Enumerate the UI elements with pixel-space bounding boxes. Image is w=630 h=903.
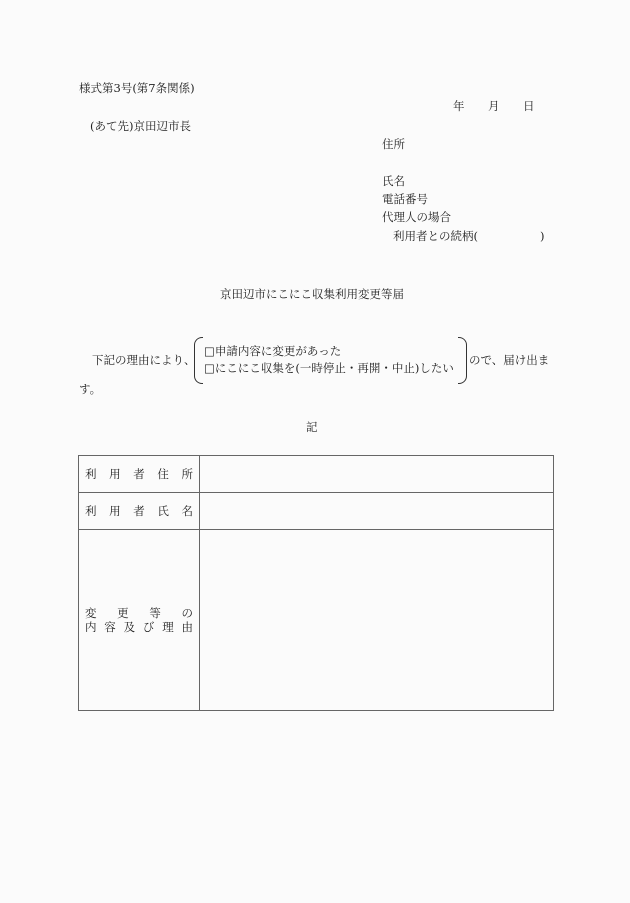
user-address-field[interactable] xyxy=(200,456,554,493)
relationship-close: ) xyxy=(540,229,545,243)
date-day: 日 xyxy=(523,99,535,113)
addressee: (あて先)京田辺市長 xyxy=(90,119,191,133)
date-month: 月 xyxy=(488,99,500,113)
table-row xyxy=(79,493,554,530)
table-row xyxy=(79,530,554,711)
user-name-label: 利 用 者 氏 名 xyxy=(79,493,200,530)
change-reason-field[interactable] xyxy=(200,530,554,711)
option-change: □申請内容に変更があった xyxy=(204,344,342,358)
document-title: 京田辺市にこにこ収集利用変更等届 xyxy=(220,287,404,301)
relationship-label: 利用者との続柄( xyxy=(393,229,478,243)
proxy-label: 代理人の場合 xyxy=(382,210,451,224)
name-label: 氏名 xyxy=(382,174,405,188)
phone-label: 電話番号 xyxy=(382,192,428,206)
change-reason-label: 変 更 等 の 内 容 及 び 理 由 xyxy=(79,530,200,711)
right-bracket xyxy=(458,337,467,384)
body-continuation: す。 xyxy=(79,382,102,396)
body-suffix: ので、届け出ま xyxy=(469,353,550,367)
body-prefix: 下記の理由により、 xyxy=(92,353,196,367)
details-table xyxy=(78,455,554,711)
user-address-label: 利 用 者 住 所 xyxy=(79,456,200,493)
date-year: 年 xyxy=(453,99,465,113)
option-suspend: □にこにこ収集を(一時停止・再開・中止)したい xyxy=(204,361,454,375)
user-name-field[interactable] xyxy=(200,493,554,530)
address-label: 住所 xyxy=(382,137,405,151)
table-row xyxy=(79,456,554,493)
ki-heading: 記 xyxy=(306,420,318,434)
left-bracket xyxy=(194,337,203,384)
form-id: 様式第3号(第7条関係) xyxy=(79,81,195,95)
